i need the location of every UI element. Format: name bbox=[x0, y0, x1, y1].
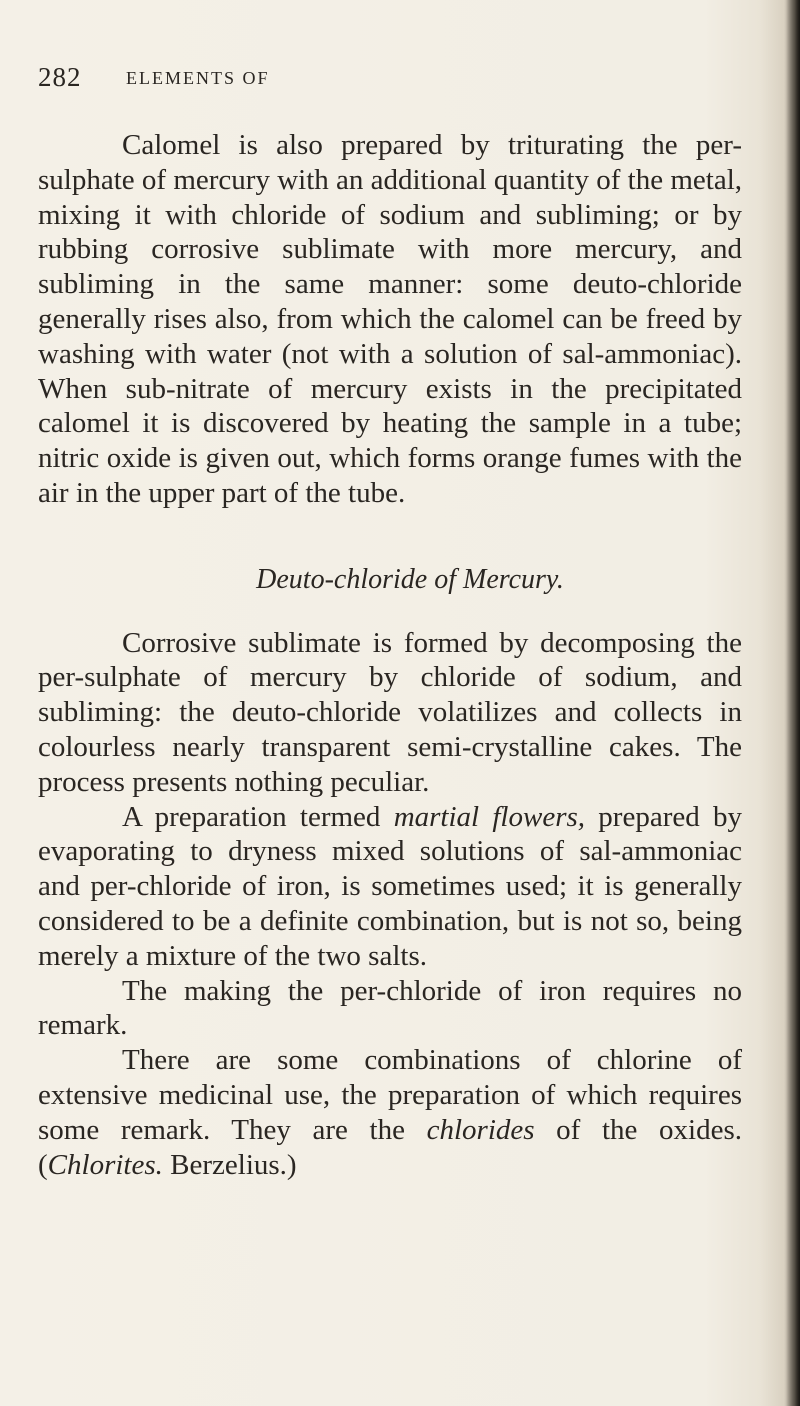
text-run: There are some combinations of chlorine of extensive medicinal use, the preparation of which requires some remark. They are the bbox=[38, 1044, 742, 1146]
section-heading: Deuto-chloride of Mercury. bbox=[256, 563, 564, 595]
running-head: ELEMENTS OF bbox=[126, 68, 270, 88]
paragraph-calomel: Calomel is also prepared by triturating the per-sulphate of mercury with an additional quantity of the metal, mixing it with chloride of sodium and subliming; or by rubbing corrosive sublimate with more mercury, and subliming in the same manner: some deuto-chloride generally rises also, from which the calomel can be freed by washing with water (not with a solution of sal-ammoniac). When sub-nitrate of mercury exists in the precipitated calomel it is discovered by heating the sample in a tube; nitric oxide is given out, which forms orange fumes with the air in the upper part of the tube. bbox=[38, 129, 742, 509]
paragraph-chlorine-combinations bbox=[38, 1043, 742, 1182]
italic-term: chlorides bbox=[426, 1113, 535, 1146]
page-body bbox=[38, 128, 742, 1182]
paragraph-corrosive-sublimate: Corrosive sublimate is formed by decomposing the per-sulphate of mercury by chloride of sodium, and subliming: the deuto-chloride volatilizes and collects in colourless nearly transparent semi-crystalline cakes. The process presents nothing peculiar. bbox=[38, 626, 742, 798]
text-run: Berzelius.) bbox=[162, 1148, 297, 1181]
page-header bbox=[38, 62, 738, 102]
italic-term: Chlorites. bbox=[47, 1148, 163, 1181]
page-number: 282 bbox=[38, 62, 82, 92]
text-run: prepared by evaporating to dryness mixed solutions of sal-ammoniac and per-chloride of iron, is sometimes used; it is generally considered to be a definite combination, but is not so, being merely a mixture of the two salts. bbox=[38, 800, 742, 972]
paragraph-per-chloride-iron: The making the per-chloride of iron requires no remark. bbox=[38, 974, 742, 1042]
text-run: of the oxides. ( bbox=[38, 1113, 742, 1181]
text-run: A preparation termed bbox=[122, 800, 394, 833]
paragraph-martial-flowers bbox=[38, 800, 742, 974]
italic-term: martial flowers, bbox=[393, 800, 586, 833]
page-edge-shadow bbox=[786, 0, 800, 1406]
